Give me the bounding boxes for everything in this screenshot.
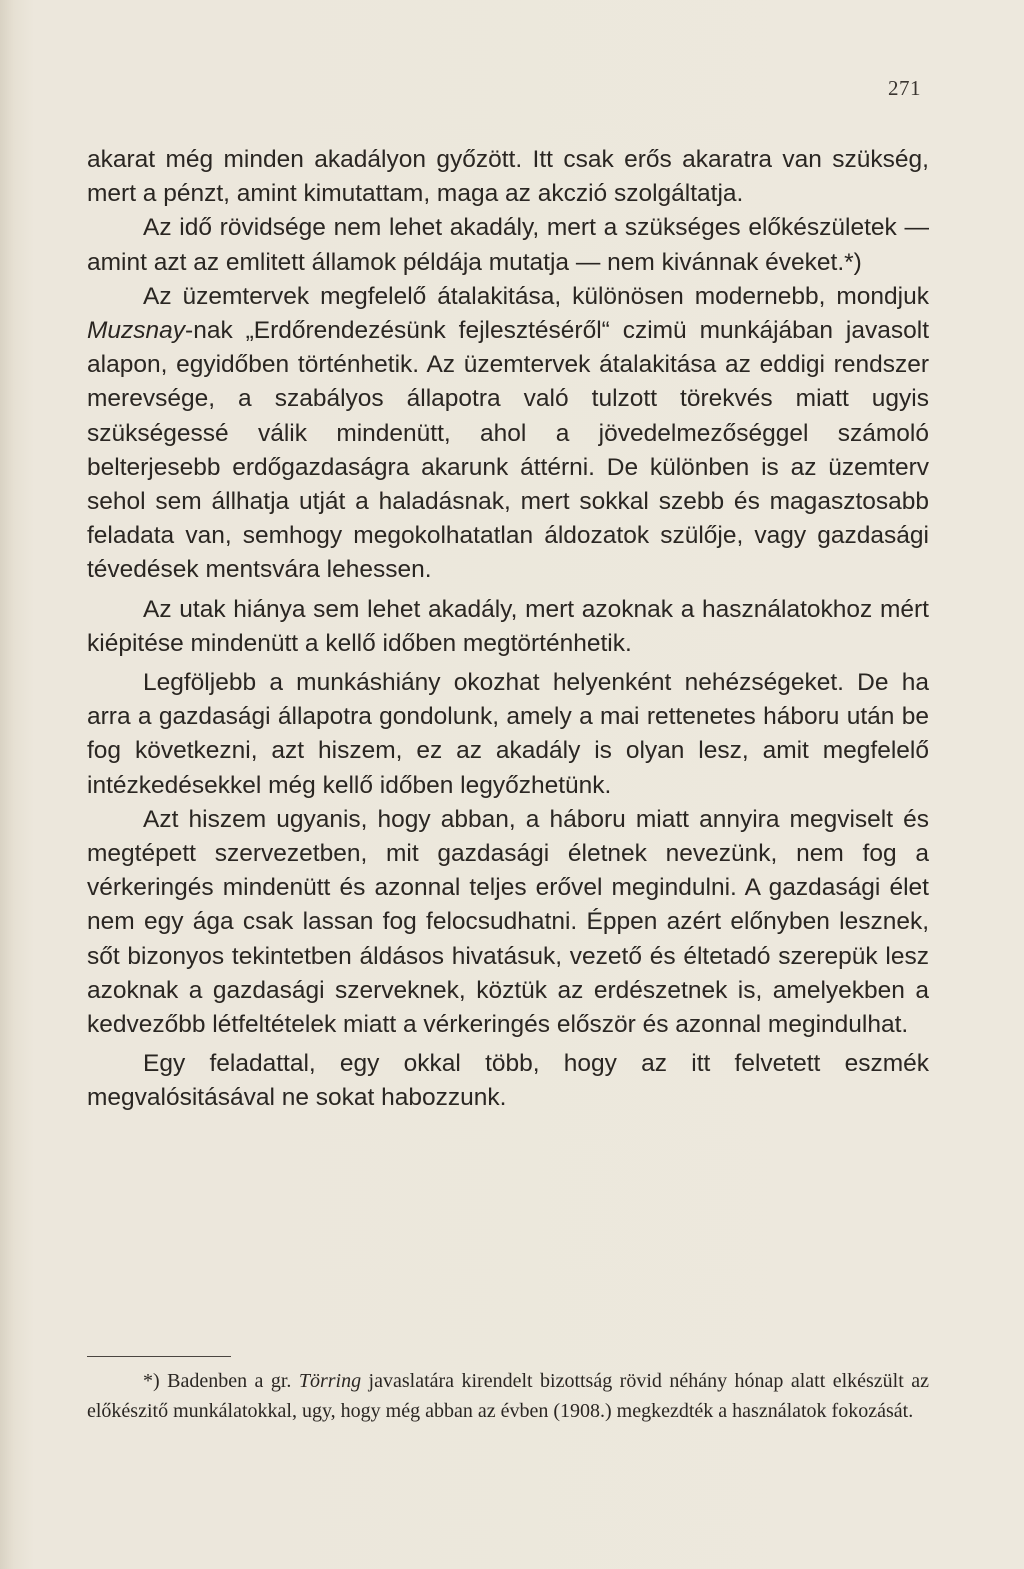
- text-run: Azt hiszem ugyanis, hogy abban, a háboru miatt annyira megviselt és megtépett szervezetben, mit gazdasági életnek nevezünk, nem fog a vérkeringés mindenütt és azonnal teljes erővel megindulni. A gazdasági élet nem egy ága csak lassan fog felocsudhatni. Éppen azért előnyben lesznek, sőt bizonyos tekintetben áldásos hivatásuk, vezető és éltetadó szerepük lesz azoknak a gazdasági szerveknek, köztük az erdészetnek is, amelyekben a kedvezőbb létfeltételek miatt a vérkeringés először és azonnal megindulhat.: [87, 805, 929, 1039]
- page-number: 271: [888, 76, 921, 100]
- italic-name: Muzsnay: [87, 317, 186, 345]
- text-run: Az üzemtervek megfelelő átalakitása, különösen modernebb, mondjuk: [143, 282, 929, 310]
- text-run: Egy feladattal, egy okkal több, hogy az itt felvetett eszmék megvalósitásával ne sokat habozzunk.: [87, 1050, 929, 1112]
- footnote: [87, 1367, 929, 1426]
- paragraph: [87, 211, 929, 279]
- paragraph: [87, 280, 929, 588]
- paragraph: [87, 1047, 929, 1115]
- text-run: Az utak hiánya sem lehet akadály, mert azoknak a használatokhoz mért kiépitése mindenütt a kellő időben megtörténhetik.: [87, 595, 929, 657]
- text-run: Legföljebb a munkáshiány okozhat helyenként nehézségeket. De ha arra a gazdasági állapotra gondolunk, amely a mai rettenetes háboru után be fog következni, azt hiszem, ez az akadály is olyan lesz, amit megfelelő intézkedésekkel még kellő időben legyőzhetünk.: [87, 669, 929, 799]
- text-run: Az idő rövidsége nem lehet akadály, mert a szükséges előkészületek — amint azt az emlitett államok példája mutatja — nem kivánnak éveket.*): [87, 214, 929, 276]
- paragraph: [87, 803, 929, 1042]
- body-text: [87, 143, 929, 1116]
- paragraph: [87, 666, 929, 803]
- footnotes: [87, 1367, 929, 1426]
- text-run: *) Badenben a gr.: [143, 1370, 299, 1392]
- text-run: akarat még minden akadályon győzött. Itt csak erős akaratra van szükség, mert a pénzt, amint kimutattam, maga az akczió szolgáltatja.: [87, 146, 929, 208]
- italic-name: Törring: [298, 1370, 362, 1392]
- paragraph: [87, 143, 929, 211]
- footnote-separator: [87, 1356, 231, 1357]
- text-run: -nak „Erdőrendezésünk fejlesztéséről“ czimü munkájában javasolt alapon, egyidőben történhetik. Az üzemtervek átalakitása az eddigi rendszer merevsége, a szabályos állapotra való tulzott törekvés miatt ugyis szükségessé válik mindenütt, ahol a jövedelmezőséggel számoló belterjesebb erdőgazdaságra akarunk áttérni. De különben is az üzemterv sehol sem állhatja utját a haladásnak, mert sokkal szebb és magasztosabb feladata van, semhogy megokolhatatlan áldozatok szülője, vagy gazdasági tévedések mentsvára lehessen.: [87, 317, 929, 584]
- paragraph: [87, 593, 929, 661]
- text-run: javaslatára kirendelt bizottság rövid néhány hónap alatt elkészült az előkészitő munkálatokkal, ugy, hogy még abban az évben (1908.) megkezdték a használatok fokozását.: [87, 1370, 929, 1422]
